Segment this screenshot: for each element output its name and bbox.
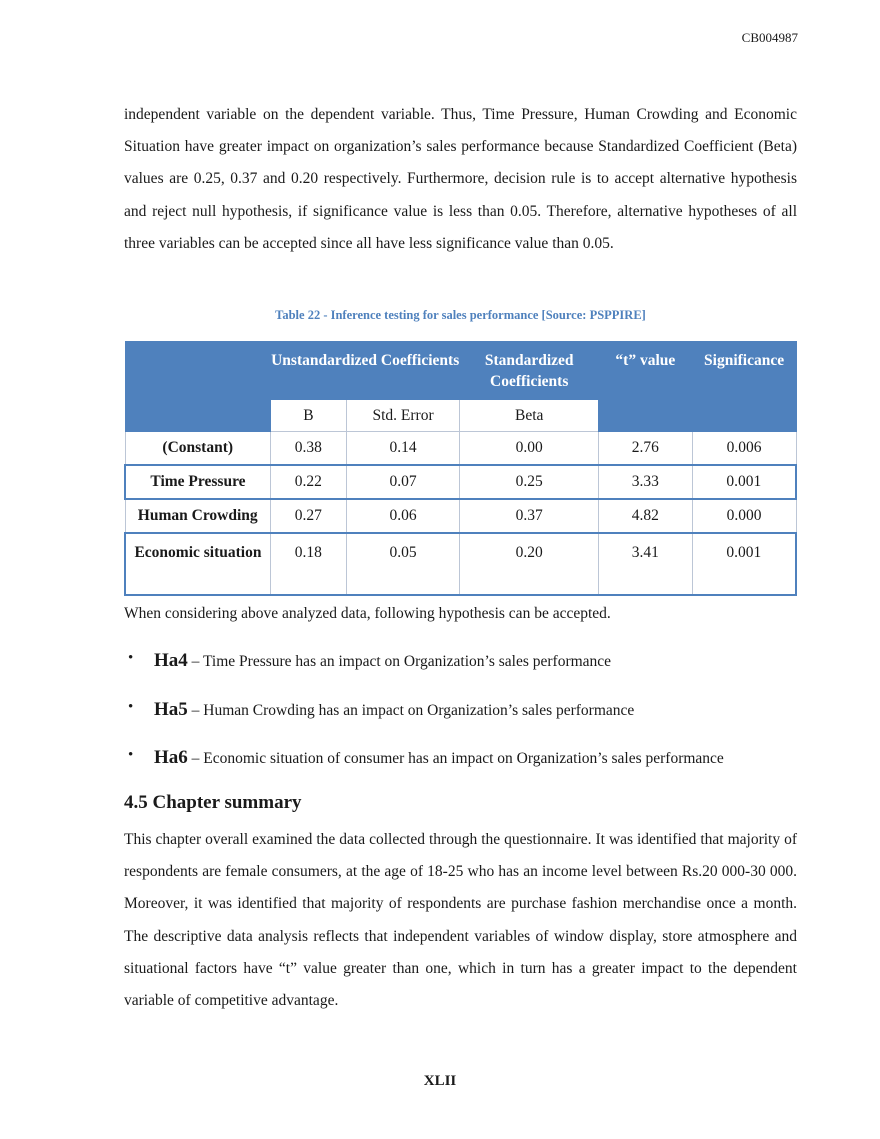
table-row [125, 465, 796, 499]
hypothesis-code: Ha5 [154, 698, 188, 720]
table-caption: Table 22 - Inference testing for sales performance [Source: PSPPIRE] [275, 308, 646, 322]
cell-std-error: 0.07 [346, 465, 460, 499]
header-beta: Beta [460, 400, 599, 432]
hypothesis-list [124, 643, 824, 789]
table-row [125, 533, 796, 595]
hypothesis-code: Ha6 [154, 747, 188, 768]
cell-beta: 0.37 [460, 499, 599, 533]
cell-b: 0.18 [270, 533, 346, 595]
cell-beta: 0.25 [460, 465, 599, 499]
header-t-value: “t” value [599, 342, 693, 432]
cell-t-value: 3.41 [599, 533, 693, 595]
cell-beta: 0.00 [460, 432, 599, 466]
regression-table [124, 341, 797, 596]
cell-significance: 0.006 [692, 432, 796, 466]
cell-std-error: 0.06 [346, 499, 460, 533]
list-item [124, 643, 824, 692]
cell-significance: 0.001 [692, 465, 796, 499]
header-empty-cell [125, 342, 270, 432]
row-label: Economic situation [125, 533, 270, 595]
summary-paragraph: This chapter overall examined the data collected through the questionnaire. It was identified that majority of respondents are female consumers, at the age of 18-25 who has an income level between Rs.20 000-30 000. Moreover, it was identified that majority of respondents are purchase fashion merchandise once a month. The descriptive data analysis reflects that independent variables of window display, store atmosphere and situational factors have “t” value greater than one, which in turn has a greater impact to the dependent variable of competitive advantage. [124, 831, 797, 1010]
cell-b: 0.22 [270, 465, 346, 499]
cell-t-value: 2.76 [599, 432, 693, 466]
cell-std-error: 0.05 [346, 533, 460, 595]
section-heading: 4.5 Chapter summary [124, 792, 302, 813]
bullet-icon: • [128, 698, 134, 715]
row-label: (Constant) [125, 432, 270, 466]
table-row [125, 499, 796, 533]
hypothesis-text: – Time Pressure has an impact on Organization’s sales performance [187, 653, 612, 670]
after-table-paragraph: When considering above analyzed data, following hypothesis can be accepted. [124, 605, 611, 622]
header-significance: Significance [692, 342, 796, 432]
header-standardized: Standardized Coefficients [460, 342, 599, 400]
document-id: CB004987 [741, 30, 798, 45]
table-header-row [125, 342, 796, 400]
bullet-icon: • [128, 650, 134, 666]
intro-paragraph: independent variable on the dependent variable. Thus, Time Pressure, Human Crowding and Economic Situation have greater impact on organization’s sales performance because Standardized Coefficient (Beta) values are 0.25, 0.37 and 0.20 respectively. Furthermore, decision rule is to accept alternative hypothesis and reject null hypothesis, if significance value is less than 0.05. Therefore, alternative hypotheses of all three variables can be accepted since all have less significance value than 0.05. [124, 106, 797, 252]
list-item [124, 692, 824, 741]
page-number: XLII [423, 1073, 457, 1089]
header-std-error: Std. Error [346, 400, 460, 432]
cell-b: 0.27 [270, 499, 346, 533]
cell-significance: 0.000 [692, 499, 796, 533]
hypothesis-code: Ha4 [154, 650, 188, 671]
header-b: B [270, 400, 346, 432]
hypothesis-text: – Human Crowding has an impact on Organization’s sales performance [187, 701, 635, 719]
bullet-icon: • [128, 747, 134, 763]
cell-std-error: 0.14 [346, 432, 460, 466]
row-label: Time Pressure [125, 465, 270, 499]
cell-significance: 0.001 [692, 533, 796, 595]
header-unstandardized: Unstandardized Coefficients [270, 342, 459, 400]
cell-beta: 0.20 [460, 533, 599, 595]
row-label: Human Crowding [125, 499, 270, 533]
cell-t-value: 3.33 [599, 465, 693, 499]
table-row [125, 432, 796, 466]
hypothesis-text: – Economic situation of consumer has an impact on Organization’s sales performance [187, 750, 724, 767]
list-item [124, 740, 824, 789]
cell-b: 0.38 [270, 432, 346, 466]
cell-t-value: 4.82 [599, 499, 693, 533]
